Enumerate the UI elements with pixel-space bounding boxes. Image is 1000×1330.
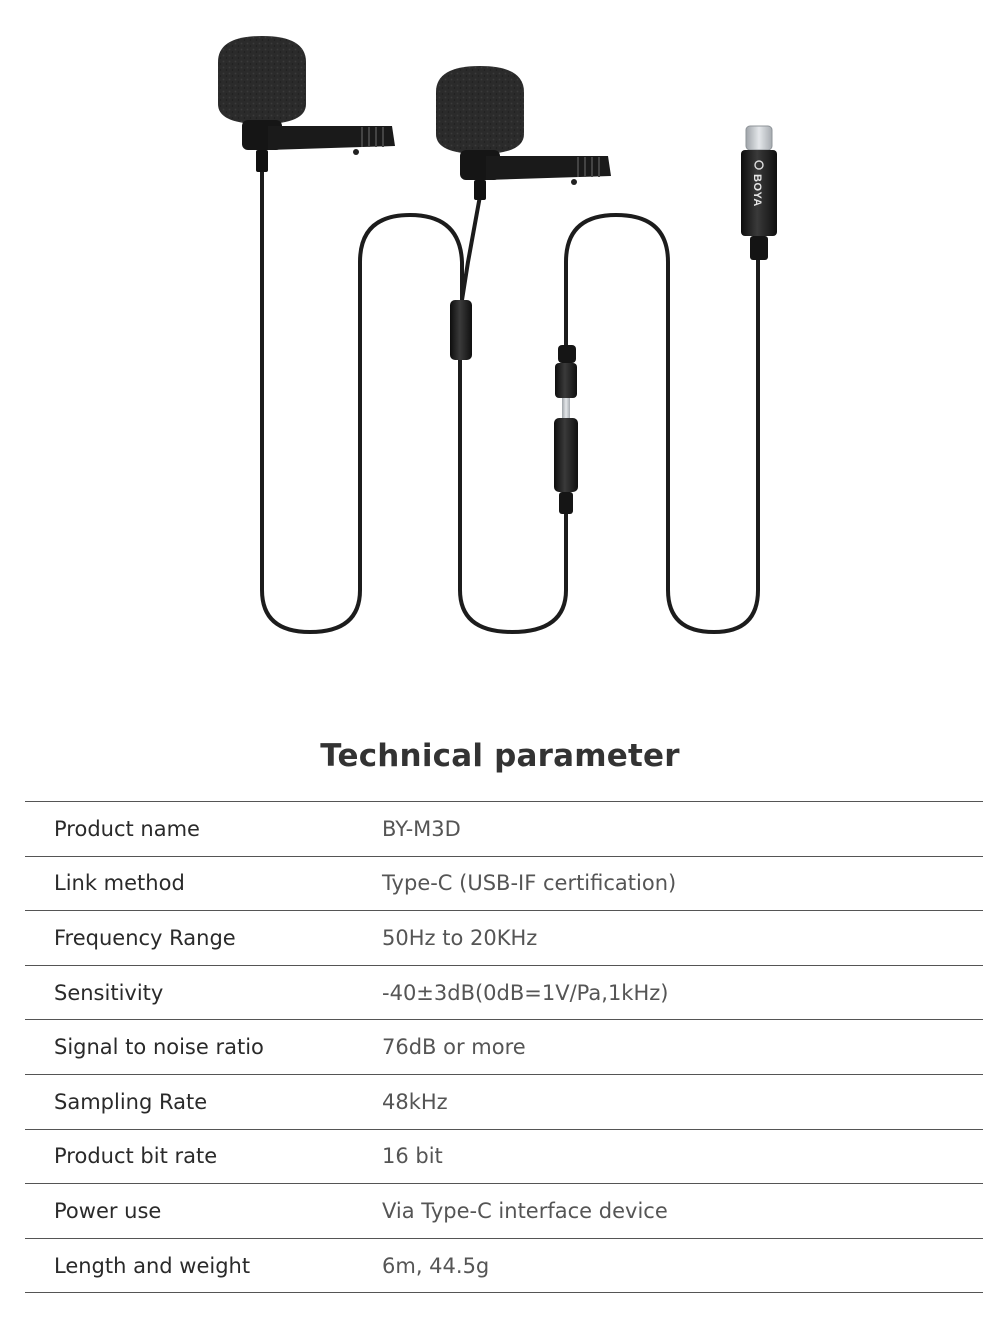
spec-value: Type-C (USB-IF certification): [382, 871, 677, 896]
spec-label: Signal to noise ratio: [54, 1035, 264, 1060]
spec-label: Product name: [54, 816, 200, 841]
table-row: [25, 1238, 983, 1293]
spec-label: Length and weight: [54, 1253, 251, 1278]
cable: [262, 170, 758, 632]
table-row: [25, 856, 983, 911]
spec-value: 16 bit: [382, 1144, 443, 1169]
spec-value: BY-M3D: [382, 816, 461, 841]
spec-value: 48kHz: [382, 1089, 448, 1114]
table-row: [25, 1184, 983, 1239]
table-row: [25, 1129, 983, 1184]
spec-label: Sensitivity: [54, 980, 164, 1005]
lavalier-mic-icon: [436, 66, 611, 200]
spec-value: -40±3dB(0dB=1V/Pa,1kHz): [382, 980, 669, 1005]
lavalier-mic-icon: [218, 36, 395, 172]
spec-label: Power use: [54, 1198, 162, 1223]
spec-label: Link method: [54, 871, 185, 896]
spec-label: Product bit rate: [54, 1144, 218, 1169]
spec-value: 6m, 44.5g: [382, 1253, 490, 1278]
section-title: Technical parameter: [320, 737, 680, 774]
spec-label: Frequency Range: [54, 925, 236, 950]
cable-splitter-icon: [450, 300, 472, 360]
spec-value: Via Type-C interface device: [382, 1198, 668, 1223]
spec-value: 50Hz to 20KHz: [382, 925, 538, 950]
brand-mark: BOYA: [751, 174, 763, 207]
table-row: [25, 802, 983, 857]
table-row: [25, 1020, 983, 1075]
table-row: [25, 1074, 983, 1129]
table-row: [25, 911, 983, 966]
spec-table: [25, 801, 983, 1293]
spec-value: 76dB or more: [382, 1035, 526, 1060]
spec-label: Sampling Rate: [54, 1089, 208, 1114]
jack-connector: [554, 345, 578, 514]
usb-c-connector-icon: [741, 126, 777, 260]
table-row: [25, 965, 983, 1020]
